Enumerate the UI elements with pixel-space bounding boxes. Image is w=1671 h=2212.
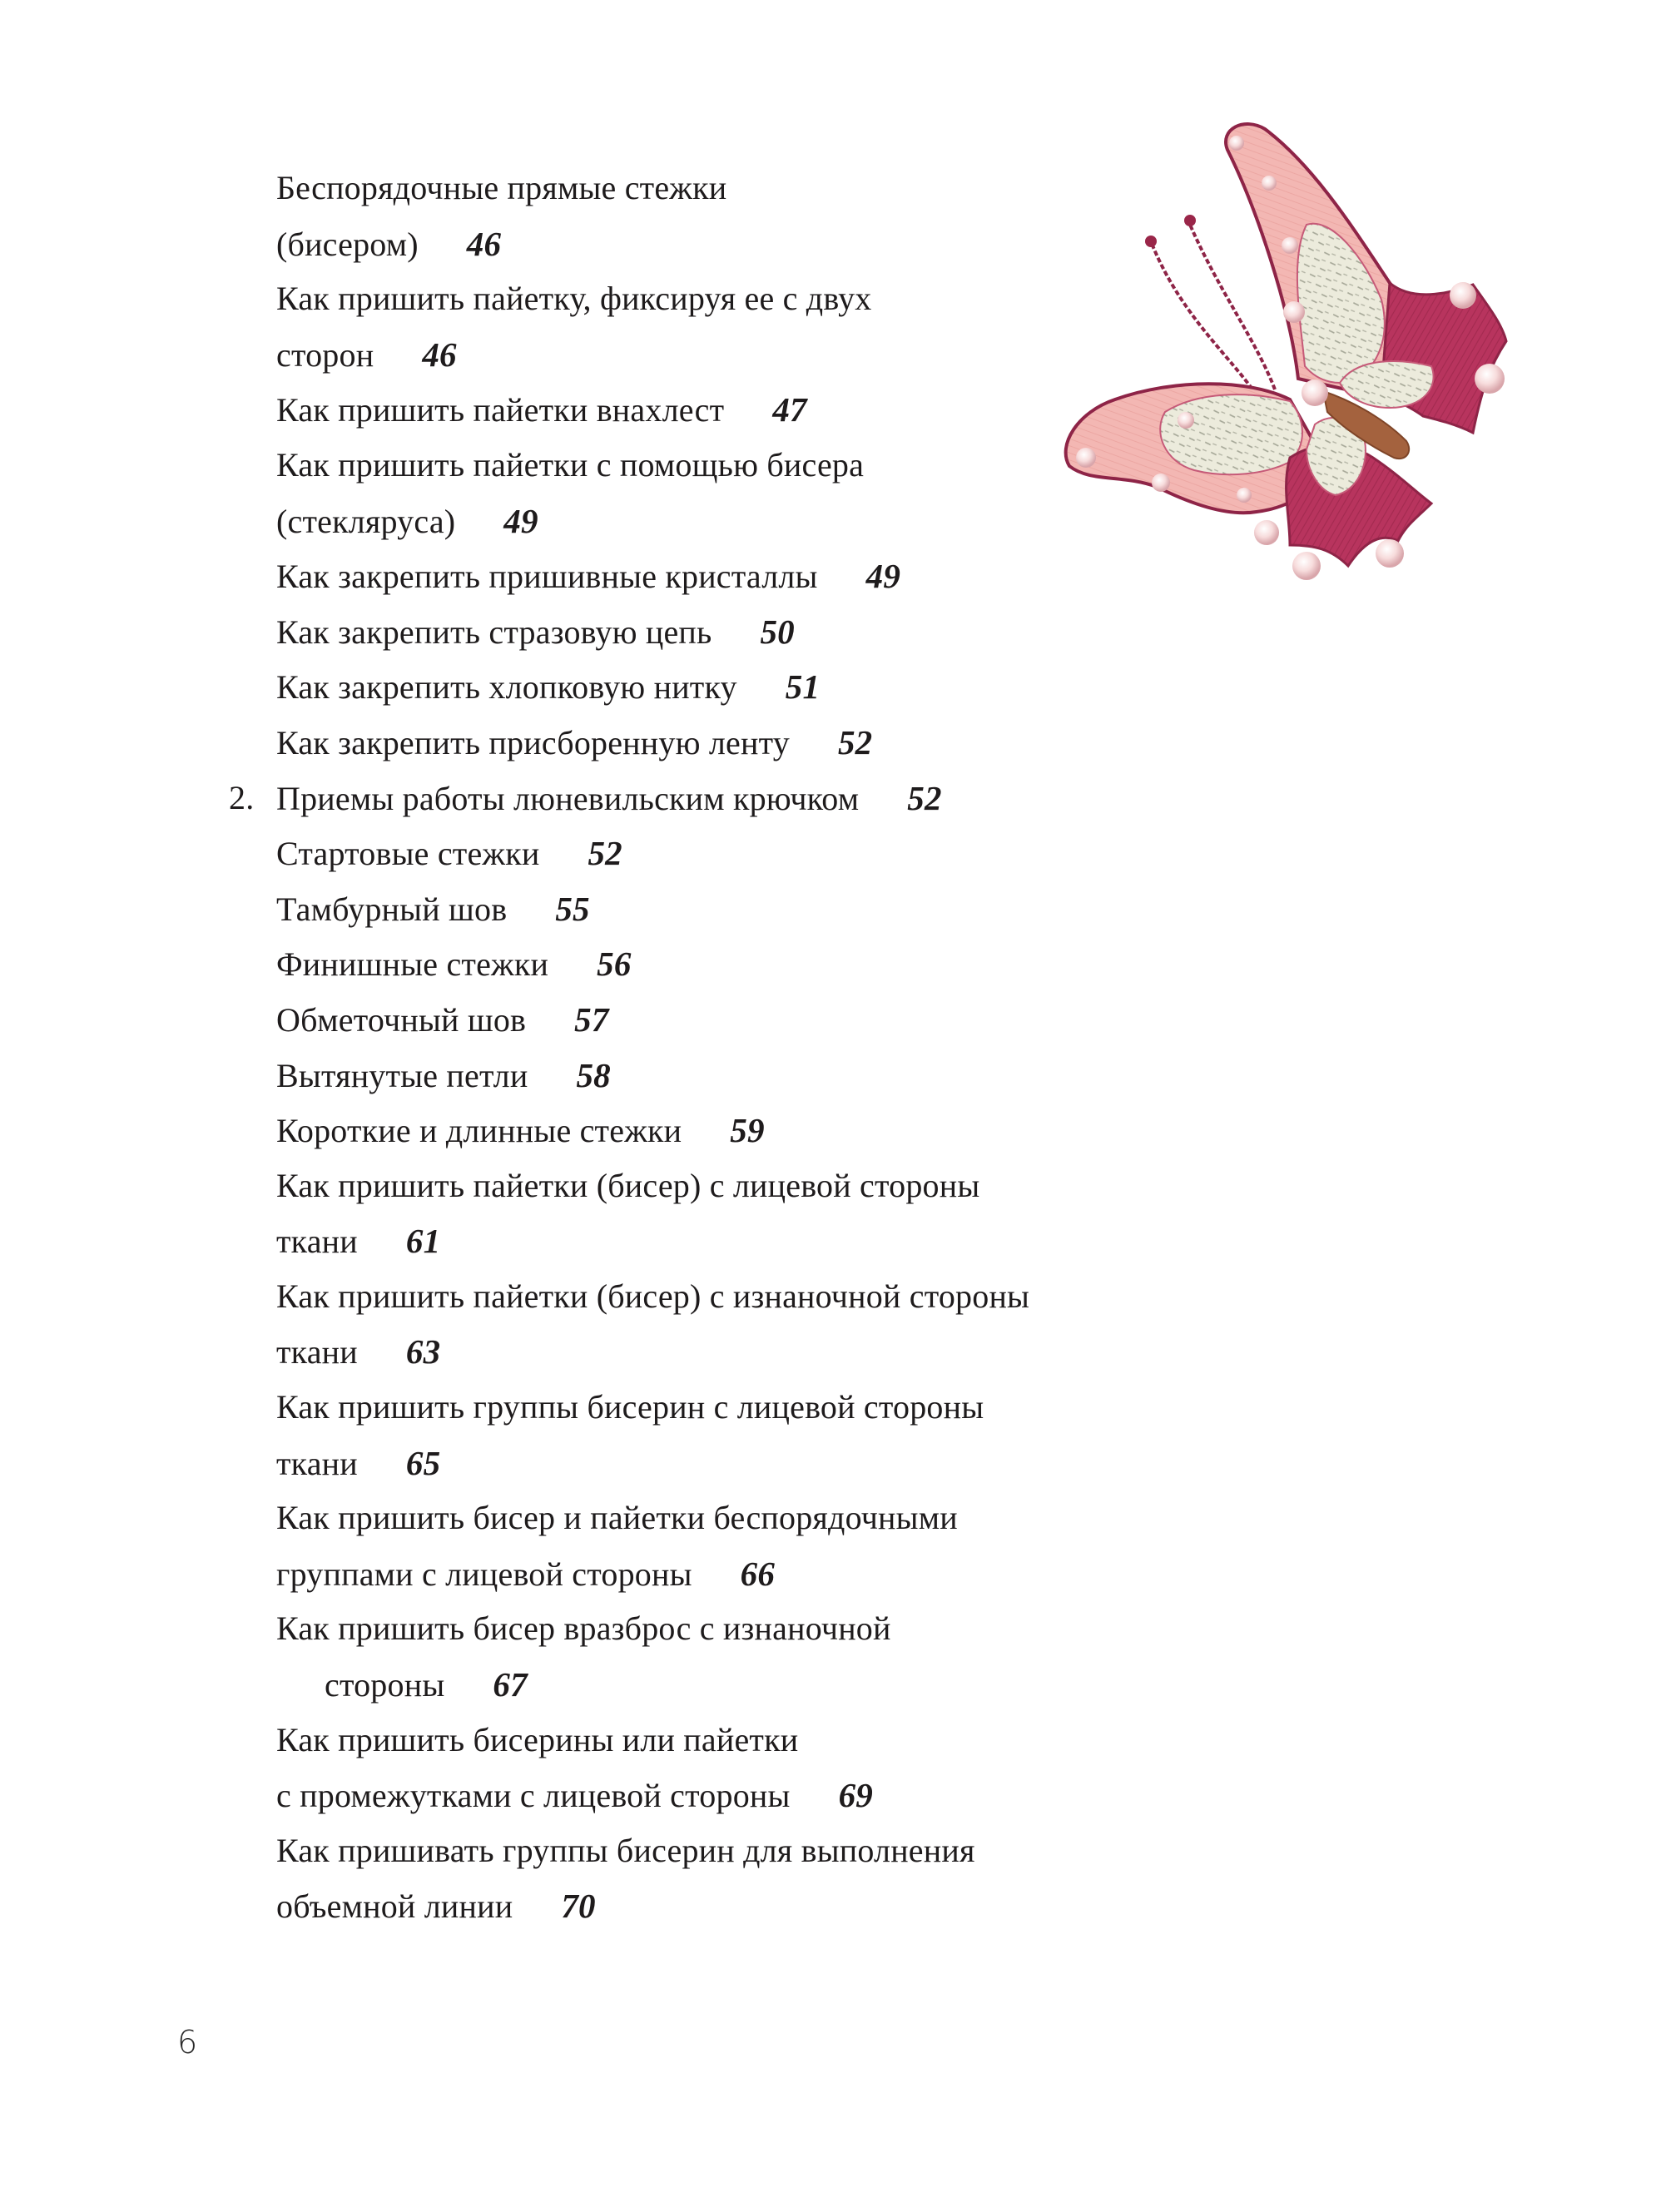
- toc-entry-text: Короткие и длинные стежки: [276, 1112, 682, 1150]
- toc-page-number: 49: [865, 557, 901, 596]
- toc-entry-text: с промежутками с лицевой стороны: [276, 1777, 791, 1815]
- toc-page-number: 46: [466, 224, 502, 263]
- toc-page-number: 52: [588, 834, 622, 873]
- toc-page-number: 67: [493, 1665, 528, 1704]
- toc-line: [276, 1269, 1358, 1325]
- page-number: 6: [177, 2024, 198, 2061]
- toc-page-number: 52: [907, 778, 942, 817]
- toc-entry-text: Беспорядочные прямые стежки: [276, 169, 727, 206]
- toc-entry-text: (бисером): [276, 225, 419, 263]
- toc-line: [276, 1878, 1358, 1934]
- toc-entry-text: Как пришивать группы бисерин для выполнения: [276, 1831, 975, 1869]
- toc-page-number: 56: [597, 945, 632, 984]
- toc-entry-text: Как пришить пайетки внахлест: [276, 391, 725, 429]
- toc-line: [276, 327, 1358, 383]
- toc-line: [276, 826, 1358, 881]
- toc-line: [276, 604, 1358, 660]
- toc-line: [276, 1380, 1358, 1436]
- toc-page-number: 50: [760, 612, 795, 651]
- toc-line: [276, 216, 1358, 272]
- toc-line: [276, 493, 1358, 549]
- toc-page-number: 51: [785, 667, 821, 707]
- toc-line: [276, 1103, 1358, 1158]
- toc-line: [276, 1436, 1358, 1491]
- toc-line: [276, 1546, 1358, 1602]
- toc-entry-text: ткани: [276, 1223, 358, 1261]
- toc-line: [276, 715, 1358, 771]
- toc-section-heading: [229, 771, 1358, 826]
- toc-line: [276, 1213, 1358, 1269]
- toc-entry-text: Тамбурный шов: [276, 890, 508, 928]
- toc-line: [276, 881, 1358, 937]
- toc-line: [276, 1823, 1358, 1879]
- toc-page-number: 57: [574, 999, 609, 1039]
- toc-line: [276, 1601, 1358, 1657]
- toc-page-number: 61: [405, 1222, 441, 1261]
- toc-page-number: 70: [561, 1887, 596, 1926]
- toc-entry-text: Обметочный шов: [276, 1000, 527, 1039]
- toc-line: [276, 548, 1358, 604]
- toc-line-indented: [276, 1657, 1358, 1713]
- toc-page-number: 47: [772, 390, 807, 429]
- toc-entry-text: Финишные стежки: [276, 945, 549, 984]
- toc-line: [276, 382, 1358, 438]
- toc-entry-text: сторон: [276, 335, 374, 374]
- toc-page-number: 46: [422, 335, 457, 374]
- toc-entry-text: группами с лицевой стороны: [276, 1555, 692, 1593]
- toc-line: [276, 659, 1358, 715]
- table-of-contents: [229, 161, 1358, 1934]
- toc-entry-text: Как пришить пайетки (бисер) с изнаночной стороны: [276, 1277, 1030, 1315]
- toc-entry-text: стороны: [325, 1666, 445, 1704]
- toc-entry-text: Как пришить бисер и пайетки беспорядочными: [276, 1499, 958, 1537]
- toc-page-number: 65: [405, 1443, 441, 1482]
- toc-entry-text: Как пришить бисерины или пайетки: [276, 1720, 799, 1758]
- toc-entry-text: (стекляруса): [276, 502, 456, 540]
- toc-entry-text: Как закрепить присборенную ленту: [276, 723, 790, 761]
- toc-line: [276, 438, 1358, 493]
- toc-entry-text: Как пришить пайетку, фиксируя ее с двух: [276, 280, 872, 318]
- toc-line: [276, 161, 1358, 216]
- toc-page-number: 69: [838, 1776, 873, 1815]
- toc-line: [276, 992, 1358, 1048]
- toc-entry-text: Как закрепить хлопковую нитку: [276, 668, 737, 707]
- toc-page-number: 66: [740, 1554, 776, 1593]
- toc-line: [276, 1158, 1358, 1214]
- toc-line: [276, 271, 1358, 327]
- toc-page-number: 59: [730, 1111, 765, 1150]
- toc-entry-text: Как закрепить стразовую цепь: [276, 613, 712, 651]
- toc-entry-text: Стартовые стежки: [276, 835, 540, 873]
- toc-entry-text: ткани: [276, 1444, 358, 1482]
- toc-line: [276, 936, 1358, 992]
- toc-entry-text: Как пришить группы бисерин с лицевой стороны: [276, 1388, 984, 1426]
- toc-entry-text: Вытянутые петли: [276, 1056, 528, 1094]
- toc-page-number: 55: [555, 889, 590, 928]
- toc-entry-text: Приемы работы люневильским крючком: [276, 779, 860, 817]
- toc-entry-text: Как пришить пайетки с помощью бисера: [276, 445, 865, 484]
- toc-entry-text: объемной линии: [276, 1887, 513, 1926]
- toc-line: [276, 1048, 1358, 1104]
- toc-line: [276, 1713, 1358, 1768]
- toc-page-number: 58: [576, 1055, 611, 1094]
- toc-page-number: 49: [503, 501, 538, 540]
- toc-line: [276, 1768, 1358, 1823]
- toc-page-number: 52: [837, 722, 873, 761]
- toc-section-number: 2.: [229, 778, 255, 816]
- toc-line: [276, 1324, 1358, 1380]
- toc-line: [276, 1490, 1358, 1546]
- toc-entry-text: Как пришить бисер вразброс с изнаночной: [276, 1609, 891, 1648]
- toc-page-number: 63: [405, 1332, 441, 1371]
- toc-entry-text: ткани: [276, 1333, 358, 1371]
- toc-entry-text: Как закрепить пришивные кристаллы: [276, 558, 818, 596]
- toc-entry-text: Как пришить пайетки (бисер) с лицевой стороны: [276, 1166, 980, 1204]
